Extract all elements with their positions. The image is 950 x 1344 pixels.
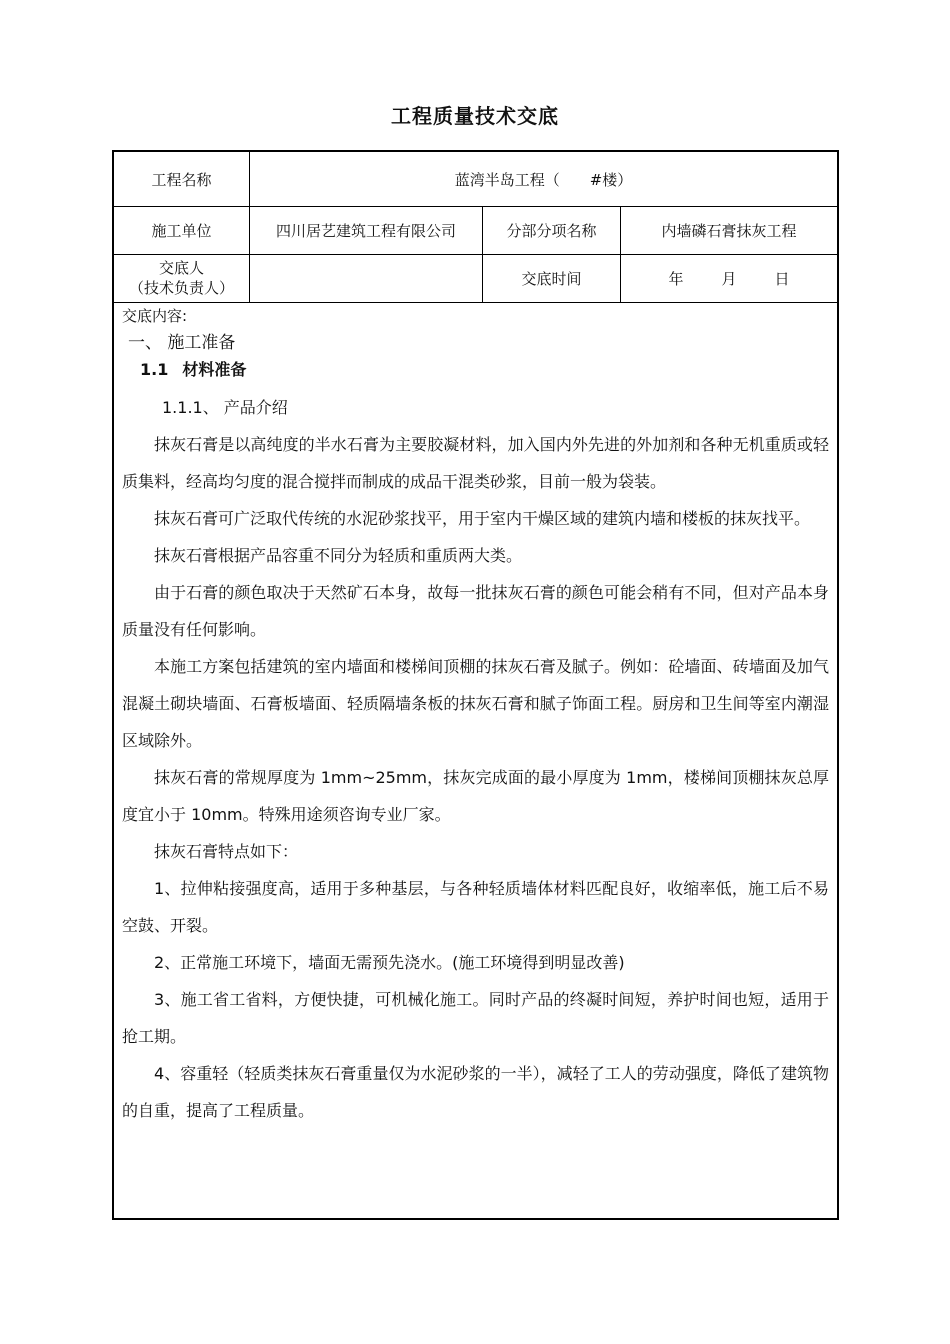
section-heading-1: 一、 施工准备 <box>128 333 236 353</box>
handover-time-value <box>620 254 837 302</box>
section-1-1-number: 1.1 <box>140 360 169 379</box>
feature-item-4: 4、容重轻（轻质类抹灰石膏重量仅为水泥砂浆的一半），减轻了工人的劳动强度，降低了建筑物的自重，提高了工程质量。 <box>122 1064 829 1120</box>
handover-person-label-line1: 交底人 <box>158 259 204 277</box>
subitem-value: 内墙磷石膏抹灰工程 <box>620 206 837 254</box>
row-unit <box>114 206 837 255</box>
handover-person-label-line2: （技术负责人） <box>128 279 234 297</box>
section-1-1-title: 材料准备 <box>182 360 247 379</box>
unit-value: 四川居艺建筑工程有限公司 <box>249 206 482 254</box>
section-heading-1-1 <box>122 357 829 383</box>
feature-item-3: 3、施工省工省料，方便快捷，可机械化施工。同时产品的终凝时间短，养护时间也短，适用于抢工期。 <box>122 990 829 1046</box>
paragraph-2: 抹灰石膏可广泛取代传统的水泥砂浆找平，用于室内干燥区域的建筑内墙和楼板的抹灰找平。 <box>154 509 811 528</box>
unit-label: 施工单位 <box>151 221 212 240</box>
paragraph-6: 抹灰石膏的常规厚度为 1mm~25mm，抹灰完成面的最小厚度为 1mm，楼梯间顶棚抹灰总厚度宜小于 10mm。特殊用途须咨询专业厂家。 <box>122 768 829 824</box>
day-label: 日 <box>774 269 790 288</box>
row-handover <box>114 254 837 303</box>
paragraph-1: 抹灰石膏是以高纯度的半水石膏为主要胶凝材料，加入国内外先进的外加剂和各种无机重质或轻质集料，经高均匀度的混合搅拌而制成的成品干混类砂浆，目前一般为袋装。 <box>122 435 829 491</box>
document-title: 工程质量技术交底 <box>391 104 559 128</box>
paragraph-3: 抹灰石膏根据产品容重不同分为轻质和重质两大类。 <box>154 546 523 565</box>
year-label: 年 <box>668 269 684 288</box>
section-heading-1-1-1: 1.1.1、 产品介绍 <box>162 398 288 417</box>
feature-item-2: 2、正常施工环境下，墙面无需预先浇水。(施工环境得到明显改善) <box>154 953 625 972</box>
feature-item-1: 1、拉伸粘接强度高，适用于多种基层，与各种轻质墙体材料匹配良好，收缩率低，施工后不易空鼓、开裂。 <box>122 879 829 935</box>
handover-time-label: 交底时间 <box>482 254 620 302</box>
project-name-value: 蓝湾半岛工程（ #楼） <box>249 152 837 206</box>
subitem-label: 分部分项名称 <box>482 206 620 254</box>
paragraph-5: 本施工方案包括建筑的室内墙面和楼梯间顶棚的抹灰石膏及腻子。例如：砼墙面、砖墙面及加气混凝土砌块墙面、石膏板墙面、轻质隔墙条板的抹灰石膏和腻子饰面工程。厨房和卫生间等室内潮湿区域除外。 <box>122 657 829 750</box>
handover-person-value <box>249 254 482 302</box>
paragraph-4: 由于石膏的颜色取决于天然矿石本身，故每一批抹灰石膏的颜色可能会稍有不同，但对产品本身质量没有任何影响。 <box>122 583 829 639</box>
paragraph-7: 抹灰石膏特点如下： <box>154 842 299 861</box>
project-name-label: 工程名称 <box>151 170 212 189</box>
handover-person-label <box>114 254 249 302</box>
row-project-name <box>114 152 837 207</box>
month-label: 月 <box>721 269 737 288</box>
handover-content <box>114 303 837 1218</box>
content-label: 交底内容: <box>122 307 188 325</box>
handover-form <box>112 150 839 1220</box>
